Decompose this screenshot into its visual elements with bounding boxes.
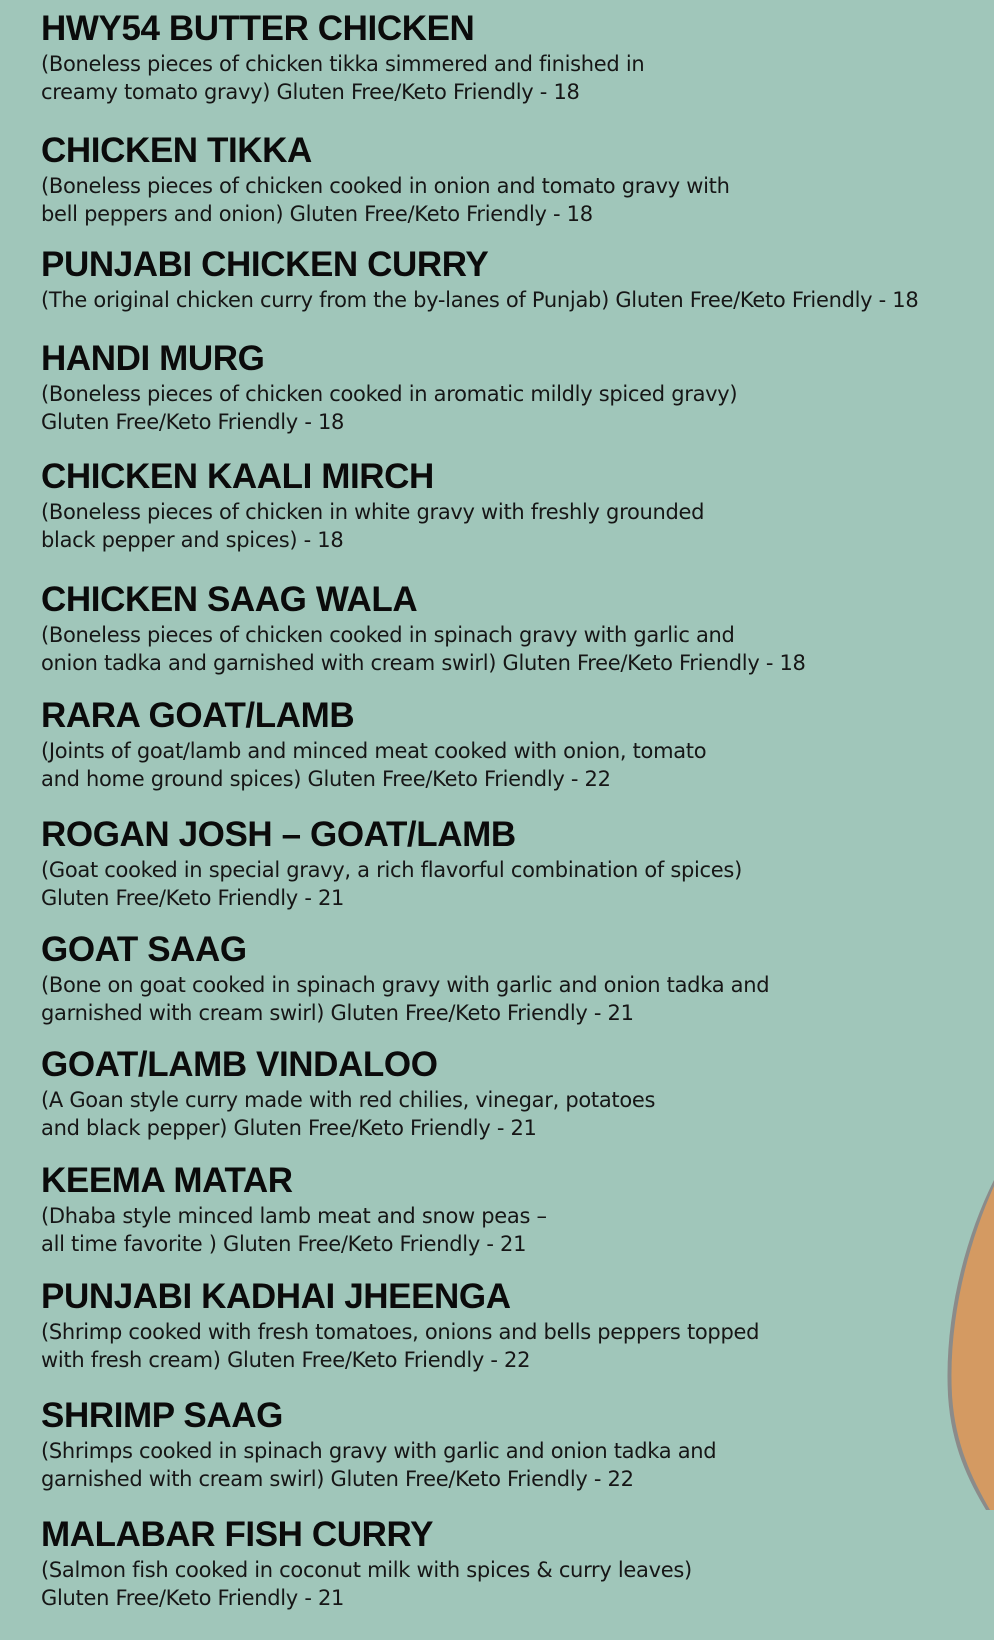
description-line: (Boneless pieces of chicken in white gravy with freshly grounded bbox=[41, 500, 705, 524]
dish-description bbox=[41, 286, 971, 314]
description-line: garnished with cream swirl) Gluten Free/Keto Friendly - 21 bbox=[41, 1001, 634, 1025]
description-line: Gluten Free/Keto Friendly - 18 bbox=[41, 410, 345, 434]
dish-description bbox=[41, 380, 971, 436]
menu-item-chicken-tikka bbox=[41, 132, 971, 228]
menu-item-malabar-fish-curry bbox=[41, 1516, 971, 1612]
dish-title: GOAT/LAMB VINDALOO bbox=[41, 1045, 438, 1084]
description-line: (A Goan style curry made with red chilies, vinegar, potatoes bbox=[41, 1088, 656, 1112]
dish-description bbox=[41, 172, 971, 228]
menu-item-rara-goat-lamb bbox=[41, 697, 971, 793]
description-line: (Shrimp cooked with fresh tomatoes, onions and bells peppers topped bbox=[41, 1320, 760, 1344]
dish-title: PUNJABI CHICKEN CURRY bbox=[41, 245, 489, 284]
description-line: creamy tomato gravy) Gluten Free/Keto Friendly - 18 bbox=[41, 80, 580, 104]
dish-title: PUNJABI KADHAI JHEENGA bbox=[41, 1277, 511, 1316]
dish-title: HWY54 BUTTER CHICKEN bbox=[41, 9, 475, 48]
description-line: and black pepper) Gluten Free/Keto Friendly - 21 bbox=[41, 1116, 537, 1140]
dish-description bbox=[41, 1556, 971, 1612]
decorative-orange-shape bbox=[934, 1180, 994, 1510]
dish-description bbox=[41, 856, 971, 912]
dish-title: CHICKEN TIKKA bbox=[41, 131, 312, 170]
dish-description bbox=[41, 498, 971, 554]
description-line: (Boneless pieces of chicken tikka simmered and finished in bbox=[41, 52, 645, 76]
menu-item-goat-saag bbox=[41, 931, 971, 1027]
menu-item-butter-chicken bbox=[41, 10, 971, 106]
menu-item-punjabi-kadhai-jheenga bbox=[41, 1278, 971, 1374]
dish-title: GOAT SAAG bbox=[41, 930, 247, 969]
dish-title: SHRIMP SAAG bbox=[41, 1396, 283, 1435]
dish-description bbox=[41, 621, 971, 677]
menu-item-chicken-kaali-mirch bbox=[41, 458, 971, 554]
dish-description bbox=[41, 1202, 971, 1258]
dish-title: ROGAN JOSH – GOAT/LAMB bbox=[41, 815, 516, 854]
menu-item-keema-matar bbox=[41, 1162, 971, 1258]
description-line: black pepper and spices) - 18 bbox=[41, 528, 344, 552]
description-line: (Shrimps cooked in spinach gravy with garlic and onion tadka and bbox=[41, 1439, 717, 1463]
description-line: (Joints of goat/lamb and minced meat cooked with onion, tomato bbox=[41, 739, 707, 763]
dish-title: HANDI MURG bbox=[41, 339, 265, 378]
description-line: all time favorite ) Gluten Free/Keto Friendly - 21 bbox=[41, 1232, 527, 1256]
menu-item-goat-lamb-vindaloo bbox=[41, 1046, 971, 1142]
description-line: (Boneless pieces of chicken cooked in aromatic mildly spiced gravy) bbox=[41, 382, 738, 406]
description-line: (Salmon fish cooked in coconut milk with spices & curry leaves) bbox=[41, 1558, 692, 1582]
dish-description bbox=[41, 971, 971, 1027]
dish-description bbox=[41, 1437, 971, 1493]
description-line: with fresh cream) Gluten Free/Keto Friendly - 22 bbox=[41, 1348, 531, 1372]
description-line: (Bone on goat cooked in spinach gravy with garlic and onion tadka and bbox=[41, 973, 770, 997]
dish-title: CHICKEN SAAG WALA bbox=[41, 580, 418, 619]
menu-item-handi-murg bbox=[41, 340, 971, 436]
menu-item-shrimp-saag bbox=[41, 1397, 971, 1493]
description-line: bell peppers and onion) Gluten Free/Keto Friendly - 18 bbox=[41, 202, 593, 226]
description-line: (Boneless pieces of chicken cooked in onion and tomato gravy with bbox=[41, 174, 730, 198]
description-line: onion tadka and garnished with cream swirl) Gluten Free/Keto Friendly - 18 bbox=[41, 651, 806, 675]
dish-title: RARA GOAT/LAMB bbox=[41, 696, 355, 735]
dish-title: CHICKEN KAALI MIRCH bbox=[41, 457, 434, 496]
dish-description bbox=[41, 50, 971, 106]
dish-description bbox=[41, 1318, 971, 1374]
menu-item-punjabi-chicken-curry bbox=[41, 246, 971, 314]
description-line: garnished with cream swirl) Gluten Free/Keto Friendly - 22 bbox=[41, 1467, 634, 1491]
dish-title: MALABAR FISH CURRY bbox=[41, 1515, 434, 1554]
dish-title: KEEMA MATAR bbox=[41, 1161, 293, 1200]
dish-description bbox=[41, 737, 971, 793]
description-line: (Goat cooked in special gravy, a rich flavorful combination of spices) bbox=[41, 858, 742, 882]
description-line: and home ground spices) Gluten Free/Keto Friendly - 22 bbox=[41, 767, 611, 791]
description-line: (Boneless pieces of chicken cooked in spinach gravy with garlic and bbox=[41, 623, 735, 647]
description-line: Gluten Free/Keto Friendly - 21 bbox=[41, 1586, 345, 1610]
menu-item-chicken-saag-wala bbox=[41, 581, 971, 677]
description-line: (The original chicken curry from the by-lanes of Punjab) Gluten Free/Keto Friendly - 18 bbox=[41, 288, 919, 312]
description-line: Gluten Free/Keto Friendly - 21 bbox=[41, 886, 345, 910]
description-line: (Dhaba style minced lamb meat and snow peas – bbox=[41, 1204, 547, 1228]
dish-description bbox=[41, 1086, 971, 1142]
menu-item-rogan-josh bbox=[41, 816, 971, 912]
